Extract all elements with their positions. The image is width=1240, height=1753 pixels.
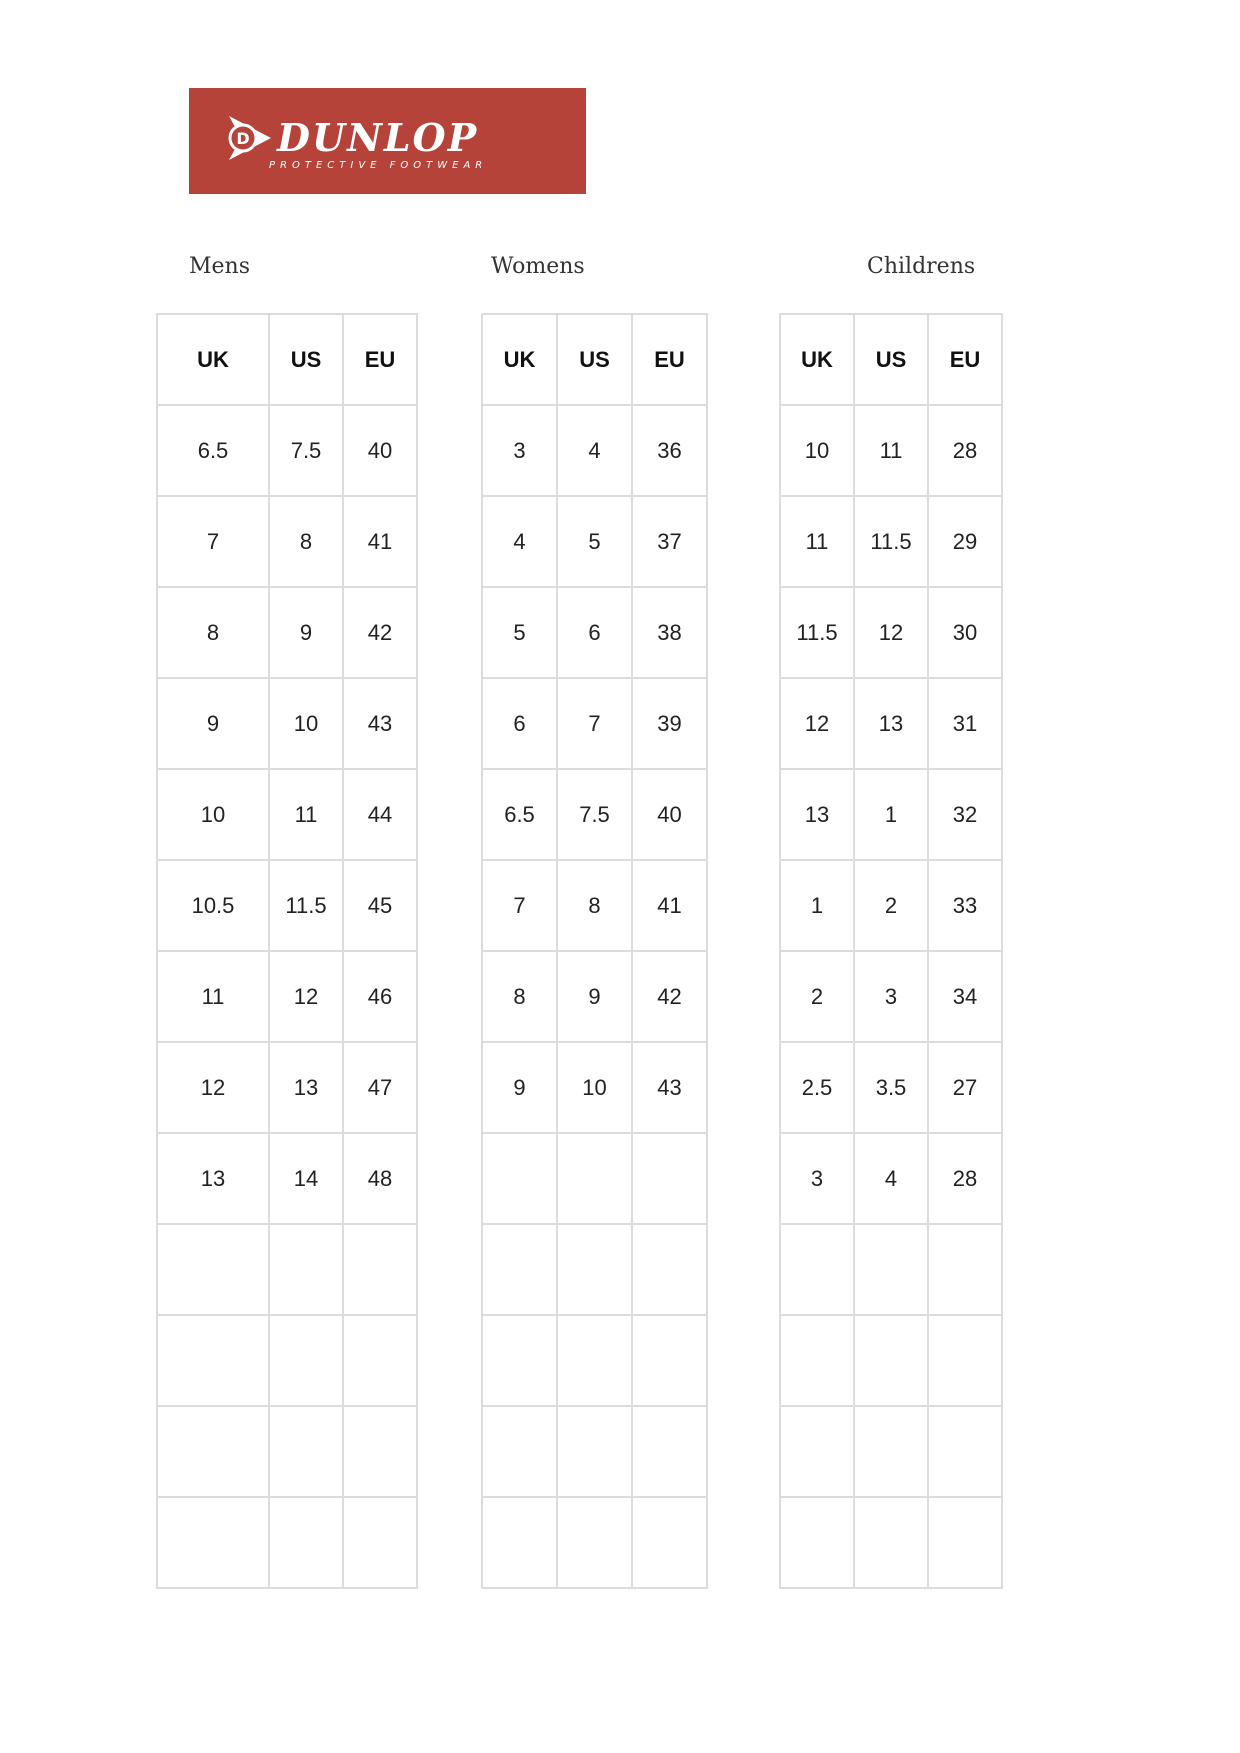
table-row [482,951,707,1042]
size-cell-eu [632,1224,707,1315]
womens-size-table [481,313,708,1589]
size-cell-eu [343,1497,417,1588]
size-cell-us: 7.5 [557,769,632,860]
size-cell-eu: 48 [343,1133,417,1224]
size-cell-us: 5 [557,496,632,587]
size-cell-eu: 36 [632,405,707,496]
size-cell-us: 11.5 [854,496,928,587]
size-cell-eu: 42 [632,951,707,1042]
table-row [780,951,1002,1042]
size-cell-eu: 29 [928,496,1002,587]
size-cell-uk: 8 [482,951,557,1042]
size-cell-us: 1 [854,769,928,860]
size-cell-us: 10 [269,678,343,769]
size-cell-us: 11 [854,405,928,496]
table-row [482,1133,707,1224]
logo-tagline: PROTECTIVE FOOTWEAR [269,160,488,171]
size-cell-uk: 13 [780,769,854,860]
size-cell-us: 10 [557,1042,632,1133]
size-cell-eu: 39 [632,678,707,769]
table-row [482,496,707,587]
size-cell-eu: 28 [928,405,1002,496]
size-cell-us: 12 [854,587,928,678]
size-cell-uk [780,1224,854,1315]
table-row [157,496,417,587]
size-cell-us: 12 [269,951,343,1042]
size-cell-uk [157,1315,269,1406]
size-cell-eu [632,1133,707,1224]
size-cell-us: 9 [557,951,632,1042]
table-row [482,1224,707,1315]
table-row [780,587,1002,678]
table-row [157,405,417,496]
size-cell-us: 7 [557,678,632,769]
size-cell-uk: 6 [482,678,557,769]
size-cell-uk [157,1497,269,1588]
size-cell-uk: 1 [780,860,854,951]
size-cell-eu: 34 [928,951,1002,1042]
size-cell-us [854,1224,928,1315]
table-row [157,678,417,769]
size-cell-us [854,1406,928,1497]
table-row [482,769,707,860]
table-row [780,1497,1002,1588]
table-row [482,1315,707,1406]
table-row [482,860,707,951]
size-cell-eu: 33 [928,860,1002,951]
size-cell-uk: 3 [780,1133,854,1224]
table-row [780,1315,1002,1406]
size-cell-uk: 6.5 [157,405,269,496]
table-row [157,1497,417,1588]
mens-size-table [156,313,418,1589]
size-cell-uk: 6.5 [482,769,557,860]
size-cell-uk [157,1224,269,1315]
size-cell-us: 4 [557,405,632,496]
size-cell-us: 6 [557,587,632,678]
size-cell-us: 3 [854,951,928,1042]
size-cell-eu: 28 [928,1133,1002,1224]
size-cell-uk: 7 [482,860,557,951]
size-cell-us [854,1497,928,1588]
table-row [482,405,707,496]
size-cell-us [269,1406,343,1497]
table-row [780,1133,1002,1224]
size-cell-us [557,1224,632,1315]
size-cell-uk: 9 [157,678,269,769]
size-cell-uk: 3 [482,405,557,496]
logo-brand: DUNLOP [277,115,479,160]
table-row [780,1224,1002,1315]
size-cell-us: 11.5 [269,860,343,951]
column-header-uk: UK [780,314,854,405]
size-cell-uk [780,1497,854,1588]
column-header-uk: UK [157,314,269,405]
size-cell-us: 7.5 [269,405,343,496]
table-row [157,951,417,1042]
column-header-us: US [557,314,632,405]
childrens-title: Childrens [867,254,976,279]
size-cell-us: 9 [269,587,343,678]
size-cell-eu [343,1406,417,1497]
table-row [780,1042,1002,1133]
table-row [157,1224,417,1315]
table-row [157,1315,417,1406]
size-cell-uk: 4 [482,496,557,587]
size-cell-eu: 31 [928,678,1002,769]
table-row [780,496,1002,587]
size-cell-uk: 2.5 [780,1042,854,1133]
column-header-us: US [854,314,928,405]
size-cell-eu [928,1497,1002,1588]
size-cell-eu [343,1224,417,1315]
size-cell-uk: 10.5 [157,860,269,951]
size-cell-eu: 40 [632,769,707,860]
size-cell-us [557,1497,632,1588]
size-cell-eu [632,1406,707,1497]
column-header-uk: UK [482,314,557,405]
size-cell-uk [157,1406,269,1497]
size-cell-eu: 44 [343,769,417,860]
size-cell-uk [482,1133,557,1224]
size-cell-us [854,1315,928,1406]
size-cell-uk: 12 [780,678,854,769]
size-cell-uk: 11 [780,496,854,587]
size-cell-uk: 5 [482,587,557,678]
table-row [482,1042,707,1133]
table-row [157,1406,417,1497]
size-cell-eu: 27 [928,1042,1002,1133]
column-header-eu: EU [928,314,1002,405]
womens-title: Womens [491,254,585,279]
svg-text:D: D [236,129,250,148]
size-cell-uk [780,1406,854,1497]
table-row [157,1042,417,1133]
size-cell-uk: 11.5 [780,587,854,678]
size-cell-eu [632,1497,707,1588]
size-cell-us: 11 [269,769,343,860]
dunlop-logo [189,88,586,194]
size-cell-uk: 8 [157,587,269,678]
size-cell-uk [482,1224,557,1315]
header-row [157,314,417,405]
table-row [157,587,417,678]
table-row [157,769,417,860]
table-row [780,769,1002,860]
size-cell-uk: 10 [157,769,269,860]
size-cell-eu [928,1315,1002,1406]
size-cell-uk: 2 [780,951,854,1042]
size-cell-uk: 12 [157,1042,269,1133]
size-cell-us: 4 [854,1133,928,1224]
size-cell-eu: 43 [632,1042,707,1133]
table-row [780,405,1002,496]
size-cell-us: 8 [269,496,343,587]
size-cell-uk: 13 [157,1133,269,1224]
size-cell-us [269,1315,343,1406]
size-cell-us: 13 [269,1042,343,1133]
table-row [482,1406,707,1497]
size-cell-eu: 37 [632,496,707,587]
table-row [157,860,417,951]
size-cell-us: 3.5 [854,1042,928,1133]
size-cell-us: 2 [854,860,928,951]
table-row [482,1497,707,1588]
table-row [780,1406,1002,1497]
dunlop-flying-d-icon [229,116,271,160]
mens-title: Mens [189,254,251,279]
size-cell-uk: 11 [157,951,269,1042]
size-cell-us [269,1224,343,1315]
column-header-us: US [269,314,343,405]
table-row [157,1133,417,1224]
size-cell-eu: 46 [343,951,417,1042]
table-row [482,678,707,769]
column-header-eu: EU [632,314,707,405]
size-cell-us [557,1133,632,1224]
size-cell-eu [928,1224,1002,1315]
size-cell-eu [928,1406,1002,1497]
size-cell-eu: 32 [928,769,1002,860]
size-cell-uk: 9 [482,1042,557,1133]
size-cell-uk [482,1497,557,1588]
size-cell-eu: 30 [928,587,1002,678]
header-row [482,314,707,405]
size-cell-eu: 38 [632,587,707,678]
size-cell-eu: 41 [343,496,417,587]
table-row [482,587,707,678]
size-cell-eu: 47 [343,1042,417,1133]
column-header-eu: EU [343,314,417,405]
table-row [780,678,1002,769]
size-cell-uk: 7 [157,496,269,587]
size-cell-us: 8 [557,860,632,951]
size-cell-eu: 45 [343,860,417,951]
size-cell-eu: 41 [632,860,707,951]
size-cell-us [557,1315,632,1406]
size-cell-uk: 10 [780,405,854,496]
size-cell-us [557,1406,632,1497]
size-cell-uk [780,1315,854,1406]
size-cell-uk [482,1315,557,1406]
size-cell-eu: 42 [343,587,417,678]
size-cell-eu: 40 [343,405,417,496]
size-cell-us: 13 [854,678,928,769]
size-cell-us [269,1497,343,1588]
size-cell-eu: 43 [343,678,417,769]
size-cell-eu [343,1315,417,1406]
table-row [780,860,1002,951]
childrens-size-table [779,313,1003,1589]
size-cell-us: 14 [269,1133,343,1224]
size-cell-uk [482,1406,557,1497]
size-cell-eu [632,1315,707,1406]
header-row [780,314,1002,405]
